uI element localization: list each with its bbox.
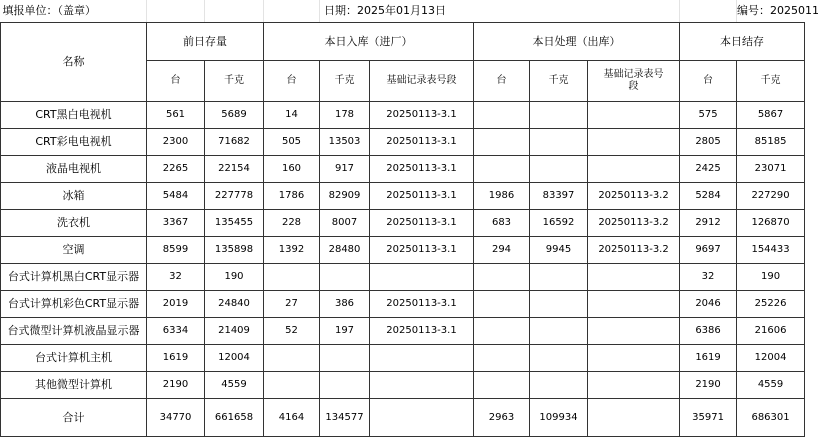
col-processed: 本日处理（出库） [474,23,680,61]
in-units-cell: 160 [264,156,320,183]
prev-units-cell: 2265 [147,156,205,183]
code-label: 编号：2025011 [737,0,805,23]
close-kg-cell: 126870 [737,210,805,237]
table-row [1,345,805,372]
out-record-cell [588,156,680,183]
col-prev-stock: 前日存量 [147,23,264,61]
sub-kg: 千克 [530,61,588,102]
date-label: 日期：2025年01月13日 [320,0,680,23]
total-out-kg: 109934 [530,399,588,437]
in-record-cell: 20250113-3.1 [370,237,474,264]
in-units-cell: 52 [264,318,320,345]
in-units-cell: 27 [264,291,320,318]
unit-label: 填报单位：（盖章） [1,0,147,23]
in-kg-cell: 917 [320,156,370,183]
out-kg-cell: 16592 [530,210,588,237]
close-units-cell: 32 [680,264,737,291]
close-kg-cell: 23071 [737,156,805,183]
out-units-cell: 683 [474,210,530,237]
row-name: 洗衣机 [1,210,147,237]
total-prev-units: 34770 [147,399,205,437]
close-kg-cell: 154433 [737,237,805,264]
close-units-cell: 2912 [680,210,737,237]
close-units-cell: 2046 [680,291,737,318]
row-name: 台式计算机彩色CRT显示器 [1,291,147,318]
out-units-cell [474,372,530,399]
prev-kg-cell: 21409 [205,318,264,345]
close-units-cell: 9697 [680,237,737,264]
in-units-cell: 1392 [264,237,320,264]
out-kg-cell [530,156,588,183]
out-kg-cell [530,345,588,372]
out-kg-cell [530,264,588,291]
in-kg-cell: 197 [320,318,370,345]
prev-kg-cell: 135898 [205,237,264,264]
in-kg-cell: 8007 [320,210,370,237]
in-units-cell: 1786 [264,183,320,210]
in-record-cell: 20250113-3.1 [370,129,474,156]
out-record-cell [588,264,680,291]
total-row [1,399,805,437]
in-record-cell: 20250113-3.1 [370,318,474,345]
close-units-cell: 1619 [680,345,737,372]
blank-cell [680,0,737,23]
in-units-cell: 505 [264,129,320,156]
prev-units-cell: 32 [147,264,205,291]
in-kg-cell [320,345,370,372]
prev-units-cell: 2190 [147,372,205,399]
close-kg-cell: 190 [737,264,805,291]
in-record-cell: 20250113-3.1 [370,210,474,237]
out-kg-cell [530,291,588,318]
prev-units-cell: 8599 [147,237,205,264]
out-kg-cell: 9945 [530,237,588,264]
total-prev-kg: 661658 [205,399,264,437]
prev-kg-cell: 4559 [205,372,264,399]
in-record-cell: 20250113-3.1 [370,183,474,210]
out-kg-cell [530,102,588,129]
in-record-cell: 20250113-3.1 [370,156,474,183]
sub-units: 台 [680,61,737,102]
prev-kg-cell: 5689 [205,102,264,129]
table-row [1,372,805,399]
sub-units: 台 [147,61,205,102]
prev-kg-cell: 22154 [205,156,264,183]
prev-units-cell: 5484 [147,183,205,210]
prev-units-cell: 2300 [147,129,205,156]
row-name: 台式微型计算机液晶显示器 [1,318,147,345]
in-record-cell: 20250113-3.1 [370,102,474,129]
row-name: 台式计算机黑白CRT显示器 [1,264,147,291]
in-kg-cell [320,372,370,399]
out-units-cell [474,264,530,291]
prev-kg-cell: 190 [205,264,264,291]
out-record-cell: 20250113-3.2 [588,237,680,264]
out-kg-cell [530,129,588,156]
in-units-cell [264,372,320,399]
in-kg-cell: 82909 [320,183,370,210]
out-units-cell [474,102,530,129]
out-kg-cell [530,318,588,345]
prev-units-cell: 1619 [147,345,205,372]
sub-kg: 千克 [205,61,264,102]
sub-kg: 千克 [737,61,805,102]
out-units-cell [474,156,530,183]
row-name: 冰箱 [1,183,147,210]
in-kg-cell: 178 [320,102,370,129]
in-record-cell: 20250113-3.1 [370,291,474,318]
out-record-cell [588,291,680,318]
table-row [1,291,805,318]
table-body [1,102,805,399]
close-units-cell: 5284 [680,183,737,210]
prev-units-cell: 6334 [147,318,205,345]
sub-record-no: 基础记录表号段 [370,61,474,102]
blank-cell [264,0,320,23]
col-name-header: 名称 [1,23,147,102]
table-row [1,183,805,210]
out-record-cell [588,372,680,399]
in-record-cell [370,372,474,399]
close-kg-cell: 5867 [737,102,805,129]
row-name: 台式计算机主机 [1,345,147,372]
sub-units: 台 [264,61,320,102]
close-units-cell: 575 [680,102,737,129]
close-units-cell: 2805 [680,129,737,156]
close-kg-cell: 4559 [737,372,805,399]
row-name: CRT彩电电视机 [1,129,147,156]
row-name: 其他微型计算机 [1,372,147,399]
table-row [1,237,805,264]
table-row [1,129,805,156]
close-kg-cell: 12004 [737,345,805,372]
table-row [1,156,805,183]
blank-cell [147,0,205,23]
out-record-cell: 20250113-3.2 [588,210,680,237]
sub-kg: 千克 [320,61,370,102]
total-in-record [370,399,474,437]
prev-kg-cell: 135455 [205,210,264,237]
out-kg-cell: 83397 [530,183,588,210]
in-kg-cell: 386 [320,291,370,318]
table-row [1,264,805,291]
out-units-cell: 1986 [474,183,530,210]
close-kg-cell: 21606 [737,318,805,345]
blank-cell [205,0,264,23]
table-row [1,102,805,129]
row-name: 空调 [1,237,147,264]
in-units-cell: 14 [264,102,320,129]
form-header-row [1,0,805,23]
prev-kg-cell: 12004 [205,345,264,372]
in-units-cell: 228 [264,210,320,237]
out-record-cell: 20250113-3.2 [588,183,680,210]
total-out-record [588,399,680,437]
col-inbound: 本日入库（进厂） [264,23,474,61]
row-name: CRT黑白电视机 [1,102,147,129]
table-row [1,210,805,237]
out-units-cell: 294 [474,237,530,264]
out-kg-cell [530,372,588,399]
close-units-cell: 2425 [680,156,737,183]
prev-units-cell: 561 [147,102,205,129]
table-row [1,318,805,345]
close-units-cell: 2190 [680,372,737,399]
in-kg-cell [320,264,370,291]
out-units-cell [474,345,530,372]
prev-units-cell: 2019 [147,291,205,318]
in-record-cell [370,264,474,291]
out-record-cell [588,102,680,129]
total-close-units: 35971 [680,399,737,437]
column-group-header [1,23,805,61]
col-closing: 本日结存 [680,23,805,61]
in-units-cell [264,264,320,291]
total-in-units: 4164 [264,399,320,437]
prev-kg-cell: 24840 [205,291,264,318]
close-units-cell: 6386 [680,318,737,345]
out-record-cell [588,345,680,372]
sub-record-no: 基础记录表号段 [588,61,680,102]
total-in-kg: 134577 [320,399,370,437]
out-record-cell [588,318,680,345]
in-record-cell [370,345,474,372]
in-kg-cell: 13503 [320,129,370,156]
row-name: 液晶电视机 [1,156,147,183]
out-units-cell [474,318,530,345]
in-kg-cell: 28480 [320,237,370,264]
prev-kg-cell: 71682 [205,129,264,156]
close-kg-cell: 85185 [737,129,805,156]
in-units-cell [264,345,320,372]
close-kg-cell: 25226 [737,291,805,318]
out-record-cell [588,129,680,156]
total-close-kg: 686301 [737,399,805,437]
sub-units: 台 [474,61,530,102]
out-units-cell [474,129,530,156]
out-units-cell [474,291,530,318]
total-out-units: 2963 [474,399,530,437]
close-kg-cell: 227290 [737,183,805,210]
total-label: 合计 [1,399,147,437]
prev-units-cell: 3367 [147,210,205,237]
prev-kg-cell: 227778 [205,183,264,210]
